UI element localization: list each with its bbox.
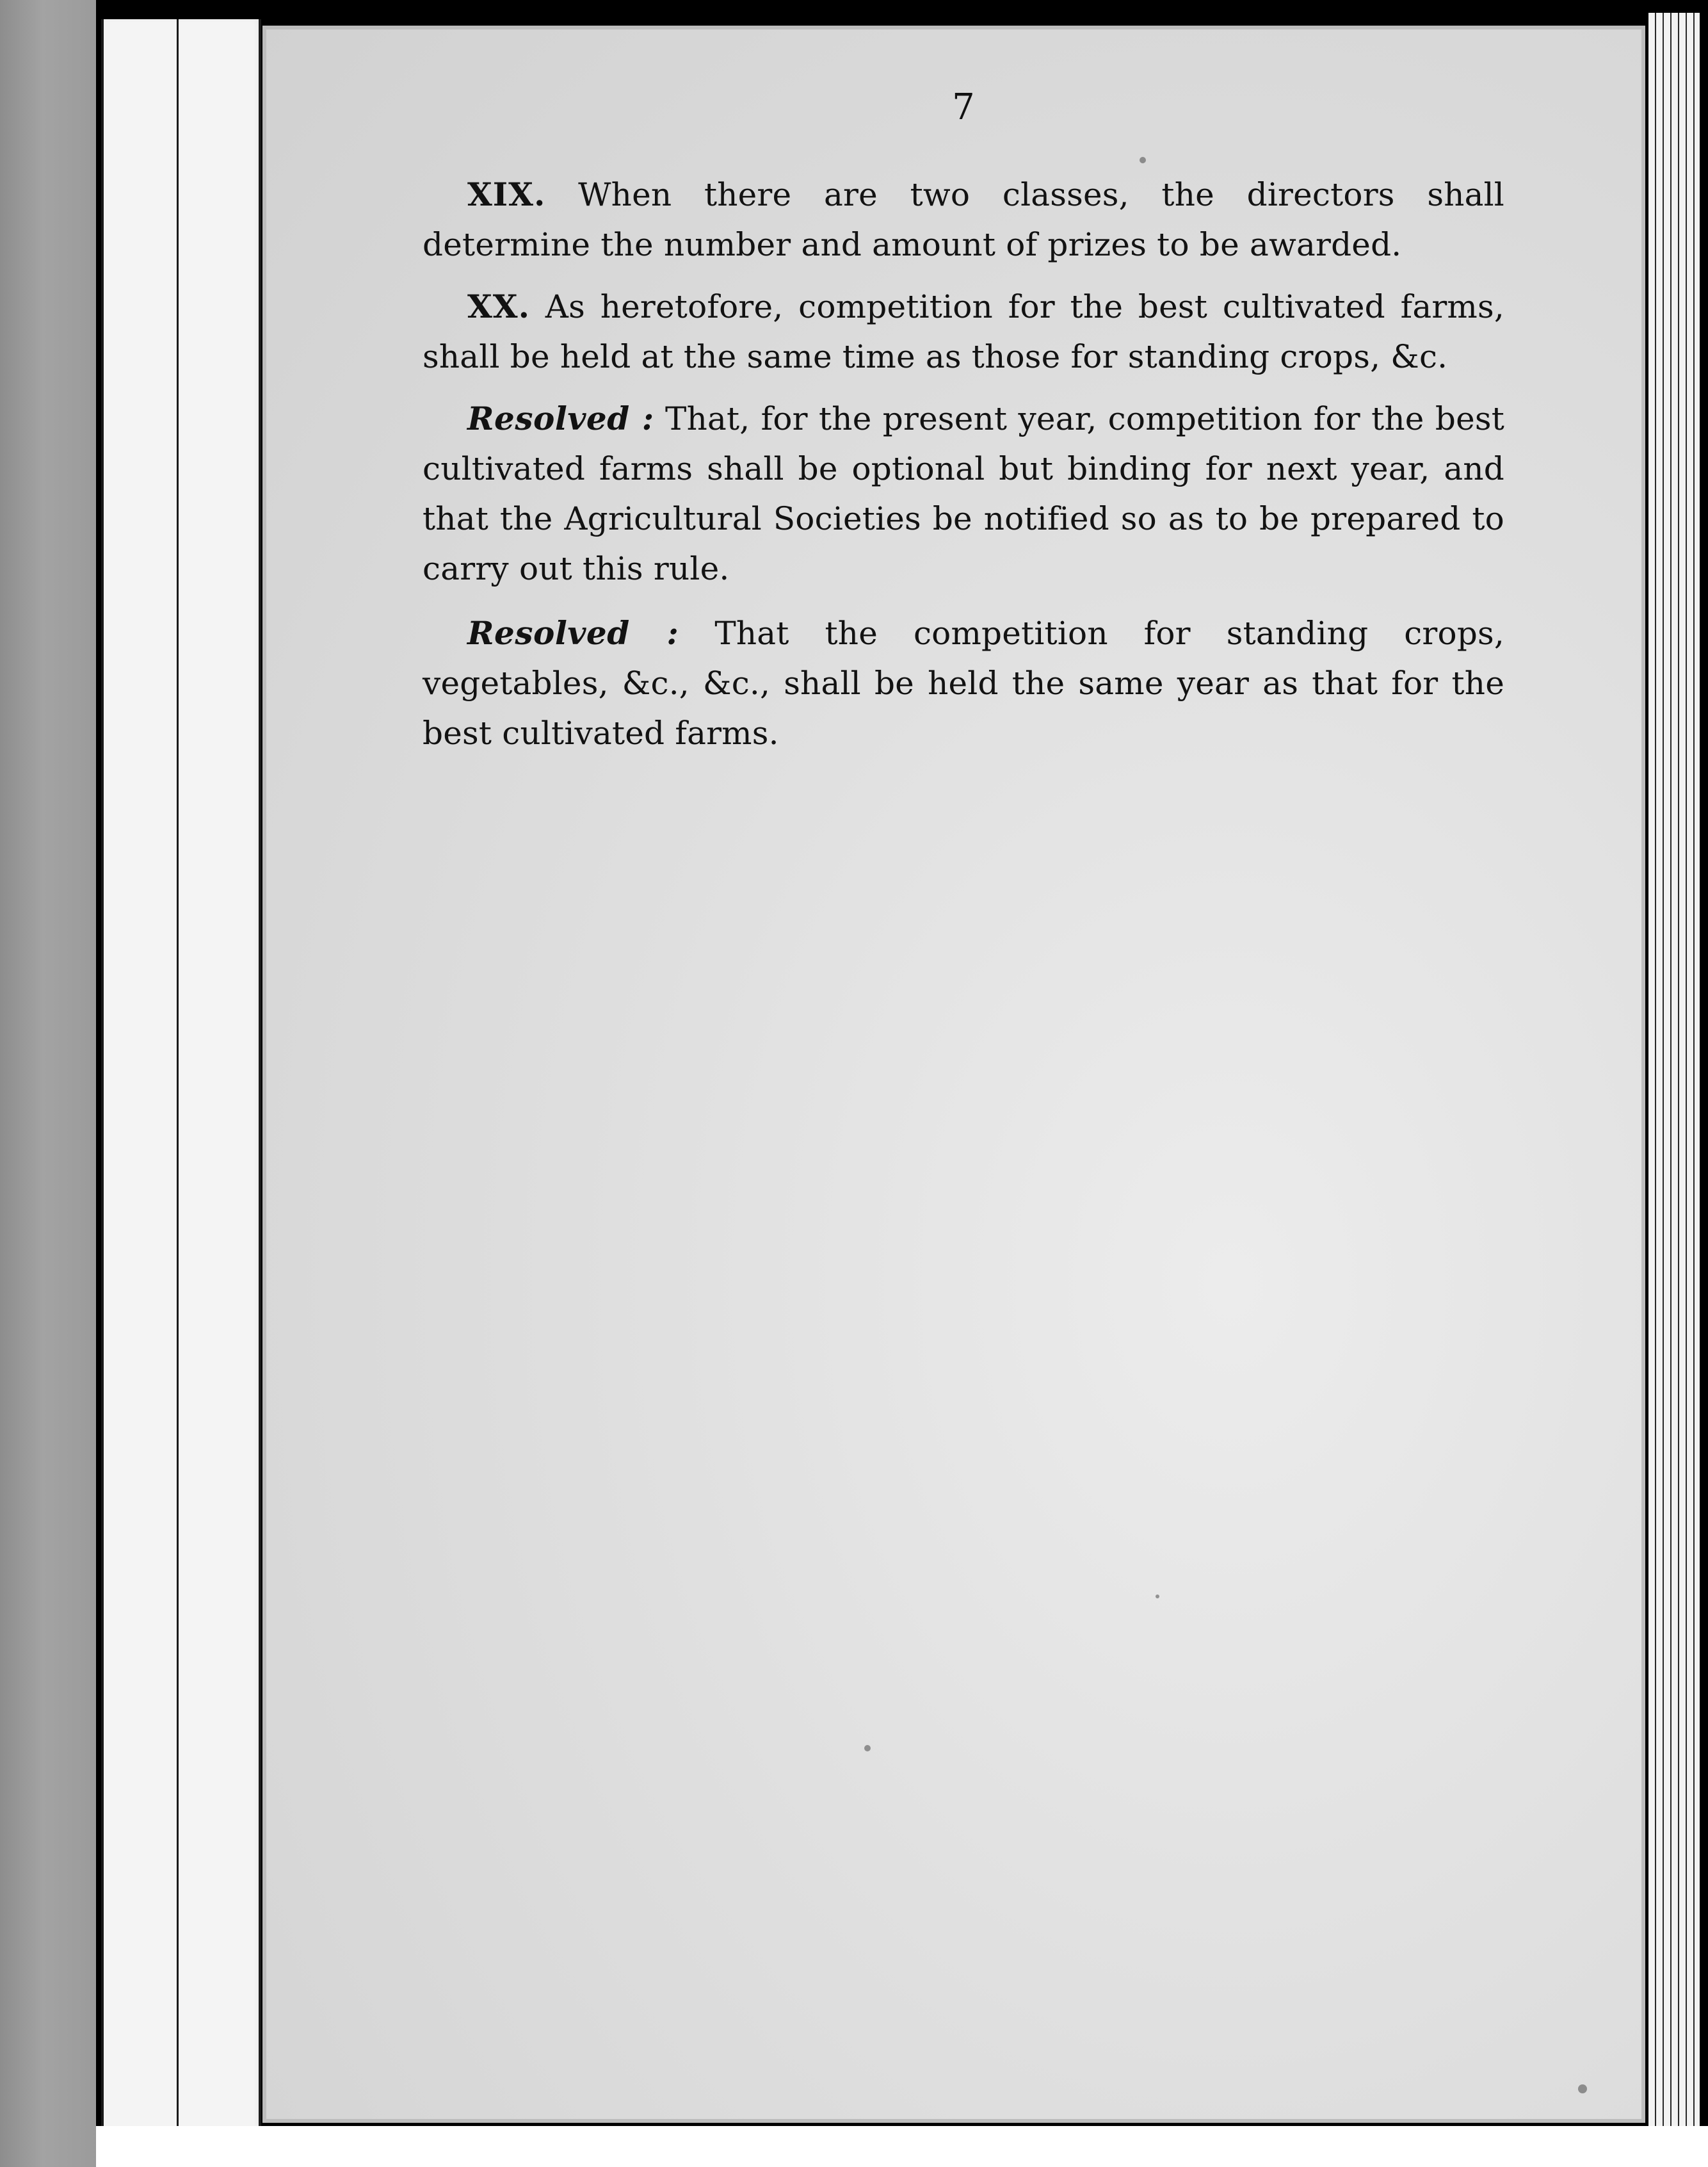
paragraph-resolved-2 <box>423 608 1504 758</box>
paragraph-text: That, for the present year, competition for the best cultivated farms shall be optional but binding for next year, and that the Agricultural Societies be notified so as to be prepared to carry out this rule. <box>423 400 1505 587</box>
speck <box>864 1745 871 1751</box>
paragraph-resolved-1 <box>423 394 1504 594</box>
paragraph-text: That the competition for standing crops, vegetables, &c., &c., shall be held the same year as that for the best cultivated farms. <box>423 615 1504 752</box>
page-number: 7 <box>952 86 975 128</box>
binding-gutter <box>101 19 261 2145</box>
speck <box>1156 1595 1159 1598</box>
gutter-line-right <box>259 19 261 2145</box>
paragraph-lead: Resolved : <box>467 400 654 437</box>
bottom-margin <box>96 2126 1708 2167</box>
paragraph-text: As heretofore, competition for the best cultivated farms, shall be held at the same time as those for standing crops, &c. <box>423 288 1504 375</box>
speck <box>1140 157 1146 163</box>
paragraph-lead: XIX. <box>467 175 546 213</box>
speck <box>1578 2084 1587 2093</box>
gutter-line-left <box>101 19 104 2145</box>
facing-page-strip <box>0 0 96 2167</box>
paragraph-xix <box>423 170 1504 270</box>
gutter-line-mid <box>177 19 179 2145</box>
paragraph-xx <box>423 282 1504 382</box>
paragraph-lead: XX. <box>467 288 530 325</box>
page-edges <box>1648 13 1700 2155</box>
paragraph-lead: Resolved : <box>467 614 679 652</box>
paragraph-text: When there are two classes, the directors shall determine the number and amount of prizes to be awarded. <box>423 176 1504 263</box>
